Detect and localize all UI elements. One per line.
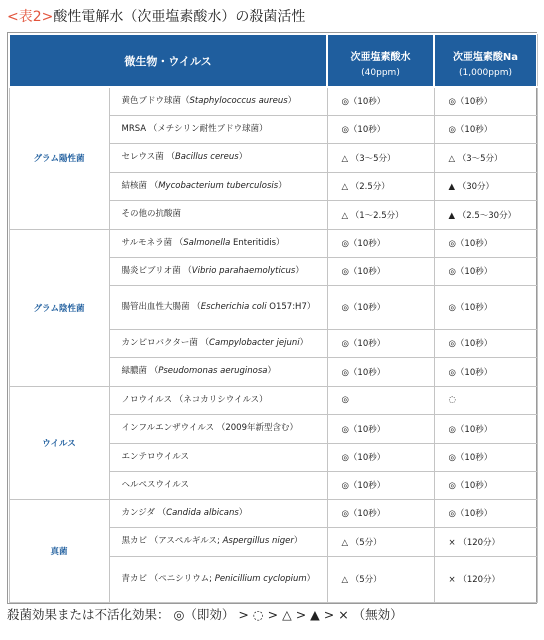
organism-name: カンピロバクター菌 （ — [121, 337, 210, 348]
sodium-hypochlorite-result: × （120分） — [434, 556, 537, 602]
organism-cell — [109, 414, 327, 443]
hypochlorous-water-result: ◎（10秒） — [327, 285, 434, 329]
sodium-hypochlorite-result: ◎（10秒） — [434, 229, 537, 257]
hypochlorous-water-result: △ （3～5分） — [327, 143, 434, 172]
header-hypochlorous-water-conc: (40ppm) — [361, 67, 400, 78]
sodium-hypochlorite-result: ▲ （2.5～30分） — [434, 200, 537, 229]
organism-cell — [109, 556, 327, 602]
category-cell: ウイルス — [9, 386, 109, 499]
header-sodium-hypochlorite-label: 次亜塩素酸Na — [452, 51, 519, 63]
sodium-hypochlorite-result: ◎（10秒） — [434, 471, 537, 499]
table-row — [9, 229, 537, 257]
organism-cell — [109, 499, 327, 527]
organism-cell — [109, 257, 327, 285]
table-title-text: 酸性電解水（次亜塩素酸水）の殺菌活性 — [53, 9, 306, 25]
sodium-hypochlorite-result: ◎（10秒） — [434, 87, 537, 115]
organism-cell — [109, 200, 327, 229]
organism-name-suffix: O157:H7） — [266, 301, 316, 312]
hypochlorous-water-result: ◎（10秒） — [327, 329, 434, 357]
organism-cell — [109, 471, 327, 499]
organism-name-suffix: ） — [299, 337, 309, 348]
organism-latin-name: Staphylococcus aureus — [189, 95, 288, 106]
table-row — [9, 386, 537, 414]
organism-name: セレウス菌 （ — [121, 152, 175, 162]
category-cell: グラム陰性菌 — [9, 229, 109, 386]
organism-cell — [109, 329, 327, 357]
organism-cell — [109, 229, 327, 257]
sodium-hypochlorite-result: ◎（10秒） — [434, 115, 537, 143]
organism-latin-name: Mycobacterium tuberculosis — [158, 180, 279, 191]
hypochlorous-water-result: ◎（10秒） — [327, 414, 434, 443]
organism-name-suffix: ） — [278, 180, 287, 191]
organism-name: 黄色ブドウ球菌（ — [121, 95, 190, 106]
table-row — [9, 87, 537, 115]
table-body — [9, 87, 537, 602]
hypochlorous-water-result: △ （2.5分） — [327, 172, 434, 200]
sodium-hypochlorite-result: ◎（10秒） — [434, 414, 537, 443]
header-sodium-hypochlorite — [434, 34, 537, 87]
organism-latin-name: Penicillium cyclopium — [214, 573, 307, 584]
sodium-hypochlorite-result: ▲ （30分） — [434, 172, 537, 200]
organism-name: MRSA （メチシリン耐性ブドウ球菌） — [121, 123, 268, 134]
sodium-hypochlorite-result: × （120分） — [434, 527, 537, 556]
organism-cell — [109, 143, 327, 172]
sodium-hypochlorite-result: ◎（10秒） — [434, 357, 537, 386]
organism-cell — [109, 527, 327, 556]
hypochlorous-water-result: △ （5分） — [327, 556, 434, 602]
organism-name: 結核菌 （ — [121, 180, 159, 191]
organism-latin-name: Candida albicans — [166, 507, 239, 518]
sodium-hypochlorite-result: △ （3～5分） — [434, 143, 537, 172]
sterilization-table-wrapper — [7, 32, 537, 604]
category-cell: 真菌 — [9, 499, 109, 602]
organism-name: 緑膿菌 （ — [121, 366, 159, 376]
hypochlorous-water-result: ◎ — [327, 386, 434, 414]
organism-cell — [109, 172, 327, 200]
organism-name-suffix: ） — [293, 536, 303, 546]
sodium-hypochlorite-result: ◎（10秒） — [434, 443, 537, 471]
sterilization-table — [8, 33, 538, 603]
sodium-hypochlorite-result: ◎（10秒） — [434, 329, 537, 357]
hypochlorous-water-result: △ （1～2.5分） — [327, 200, 434, 229]
organism-latin-name: Campylobacter jejuni — [209, 337, 300, 348]
organism-name: ヘルペスウイルス — [121, 479, 189, 490]
organism-name: 青カビ （ペニシリウム; — [121, 573, 215, 584]
header-hypochlorous-water — [327, 34, 434, 87]
hypochlorous-water-result: ◎（10秒） — [327, 257, 434, 285]
hypochlorous-water-result: ◎（10秒） — [327, 499, 434, 527]
organism-cell — [109, 285, 327, 329]
hypochlorous-water-result: ◎（10秒） — [327, 87, 434, 115]
organism-name: 腸管出血性大腸菌 （ — [121, 301, 201, 312]
hypochlorous-water-result: ◎（10秒） — [327, 471, 434, 499]
table-title — [7, 6, 305, 28]
table-number: <表2> — [7, 9, 54, 25]
organism-name-suffix: Enteritidis） — [230, 237, 285, 248]
sodium-hypochlorite-result: ◌ — [434, 386, 537, 414]
sodium-hypochlorite-result: ◎（10秒） — [434, 257, 537, 285]
organism-latin-name: Aspergillus niger — [222, 536, 294, 546]
legend-note: 殺菌効果または不活化効果： ◎（即効） > ◌ > △ > ▲ > × （無効） — [7, 607, 403, 622]
hypochlorous-water-result: ◎（10秒） — [327, 115, 434, 143]
organism-name-suffix: ） — [306, 573, 316, 584]
hypochlorous-water-result: ◎（10秒） — [327, 229, 434, 257]
organism-name-suffix: ） — [287, 95, 297, 106]
table-header-row — [9, 34, 537, 87]
hypochlorous-water-result: ◎（10秒） — [327, 443, 434, 471]
organism-name: サルモネラ菌 （ — [121, 237, 184, 248]
organism-latin-name: Vibrio parahaemolyticus — [191, 265, 296, 276]
organism-name: ノロウイルス （ネコカリシウイルス） — [121, 394, 268, 405]
sodium-hypochlorite-result: ◎（10秒） — [434, 499, 537, 527]
organism-name: 黒カビ （アスペルギルス; — [121, 536, 223, 546]
organism-latin-name: Escherichia coli — [200, 301, 267, 312]
organism-name-suffix: ） — [238, 152, 248, 162]
sodium-hypochlorite-result: ◎（10秒） — [434, 285, 537, 329]
organism-latin-name: Salmonella — [183, 237, 231, 248]
organism-latin-name: Pseudomonas aeruginosa — [158, 366, 268, 376]
organism-cell — [109, 386, 327, 414]
organism-name: カンジダ （ — [121, 507, 167, 518]
organism-latin-name: Bacillus cereus — [174, 152, 239, 162]
hypochlorous-water-result: △ （5分） — [327, 527, 434, 556]
organism-name: 腸炎ビブリオ菌 （ — [121, 265, 192, 276]
header-microbe: 微生物・ウイルス — [9, 34, 327, 87]
organism-cell — [109, 443, 327, 471]
organism-cell — [109, 87, 327, 115]
organism-name: インフルエンザウイルス （2009年新型含む） — [121, 423, 298, 433]
table-row — [9, 499, 537, 527]
header-hypochlorous-water-label: 次亜塩素酸水 — [350, 51, 411, 63]
header-sodium-hypochlorite-conc: (1,000ppm) — [459, 67, 512, 78]
organism-name-suffix: ） — [267, 366, 276, 376]
organism-name: その他の抗酸菌 — [121, 209, 182, 219]
organism-name-suffix: ） — [295, 265, 304, 276]
organism-cell — [109, 357, 327, 386]
hypochlorous-water-result: ◎（10秒） — [327, 357, 434, 386]
category-cell: グラム陽性菌 — [9, 87, 109, 229]
organism-cell — [109, 115, 327, 143]
organism-name: エンテロウイルス — [121, 451, 189, 462]
organism-name-suffix: ） — [238, 507, 248, 518]
